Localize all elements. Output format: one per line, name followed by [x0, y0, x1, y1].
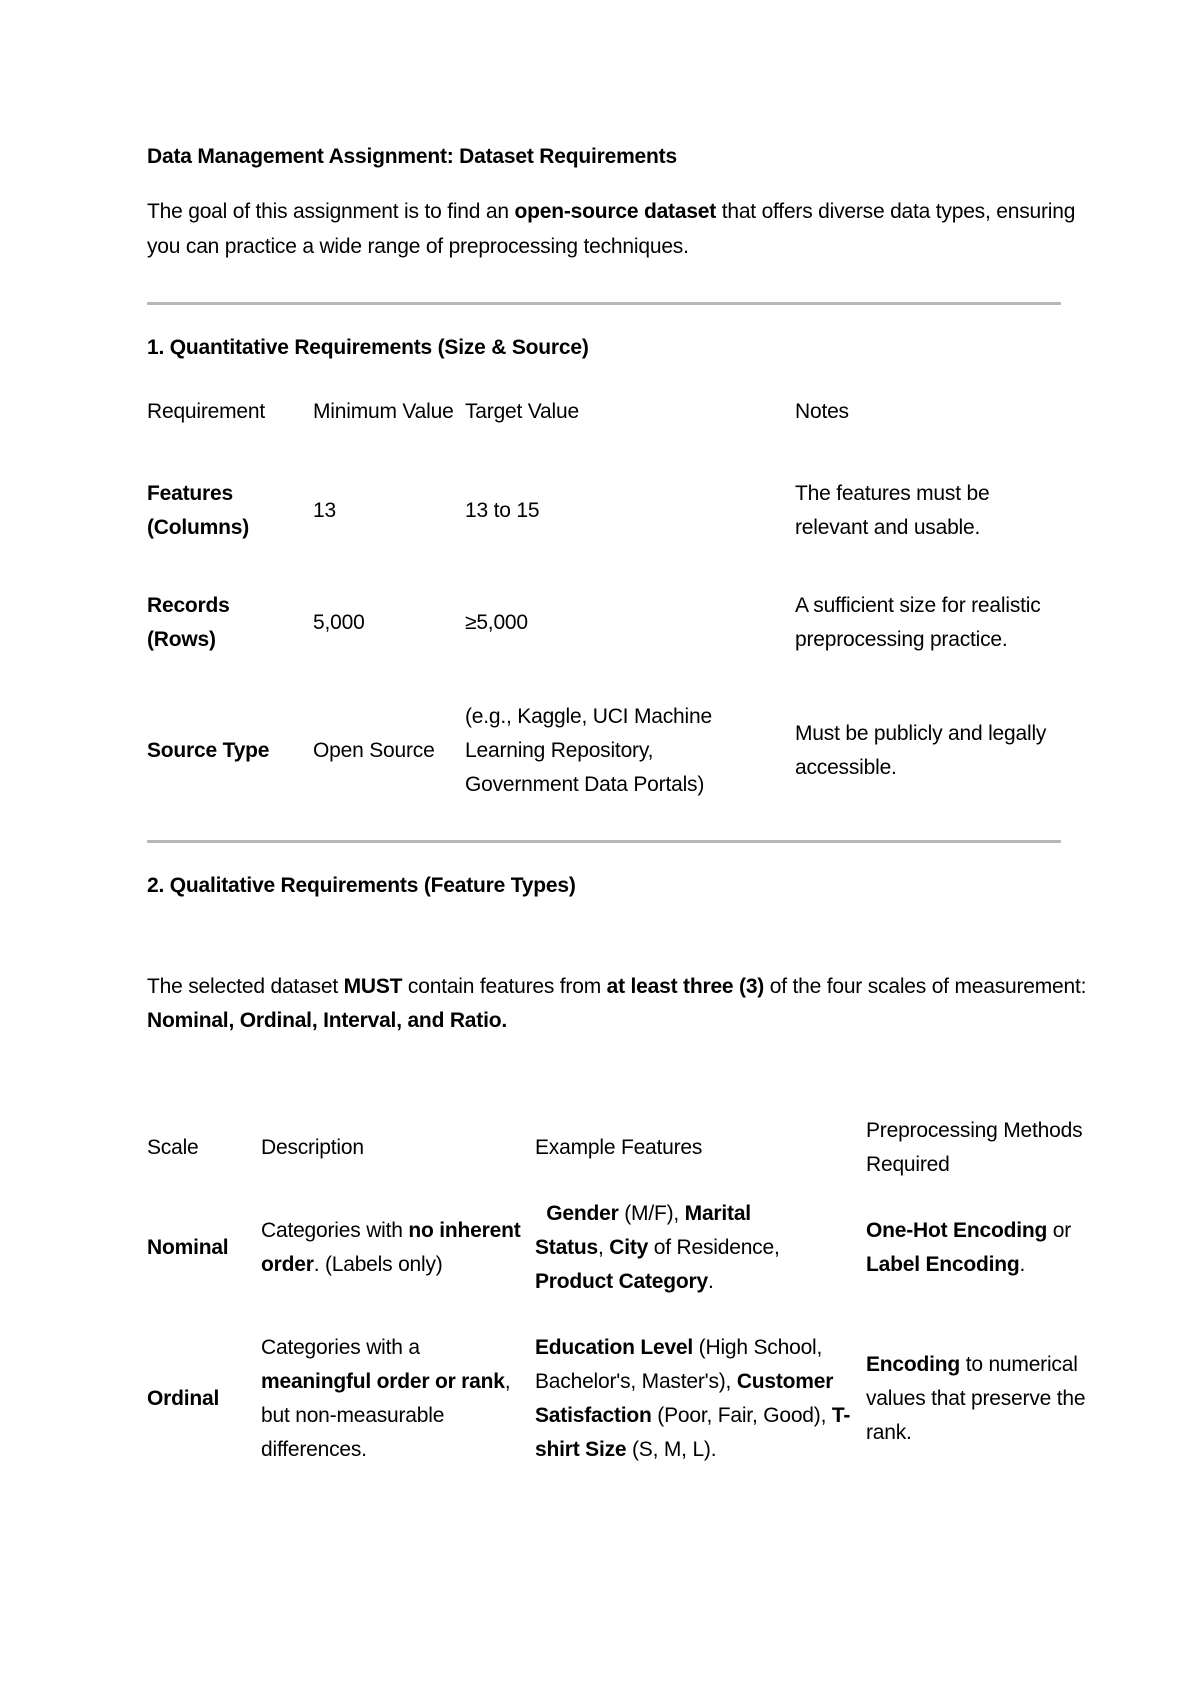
section-1-heading: 1. Quantitative Requirements (Size & Source)	[147, 336, 589, 359]
table-cell: ≥5,000	[465, 611, 528, 634]
table-cell: Encoding to numerical values that preserve the rank.	[866, 1353, 1086, 1444]
table-header: Notes	[795, 400, 849, 423]
table-cell: The features must be relevant and usable.	[795, 482, 990, 539]
table-cell: Open Source	[313, 739, 435, 762]
document-title: Data Management Assignment: Dataset Requirements	[147, 145, 677, 168]
table-cell: Ordinal	[147, 1387, 220, 1410]
table-cell: Records (Rows)	[147, 594, 230, 651]
table-cell: 5,000	[313, 611, 365, 634]
table-cell: One-Hot Encoding or Label Encoding.	[866, 1219, 1072, 1276]
table-cell: Gender (M/F), Marital Status, City of Residence, Product Category.	[535, 1202, 780, 1293]
table-cell: Source Type	[147, 739, 270, 762]
table-header: Requirement	[147, 400, 266, 423]
table-cell: Education Level (High School, Bachelor's, Master's), Customer Satisfaction (Poor, Fair, Good), T-shirt Size (S, M, L).	[535, 1336, 851, 1461]
table-header: Description	[261, 1136, 364, 1159]
intro-paragraph: The goal of this assignment is to find an open-source dataset that offers diverse data types, ensuring you can practice a wide range of preprocessing techniques.	[147, 200, 1076, 258]
table-header: Target Value	[465, 400, 579, 423]
table-cell: Must be publicly and legally accessible.	[795, 722, 1047, 779]
divider	[147, 840, 1061, 843]
table-header: Minimum Value	[313, 400, 454, 423]
table-cell: Features (Columns)	[147, 482, 250, 539]
table-cell: (e.g., Kaggle, UCI Machine Learning Repository, Government Data Portals)	[465, 705, 712, 796]
table-cell: 13 to 15	[465, 499, 540, 522]
divider	[147, 302, 1061, 305]
table-header: Example Features	[535, 1136, 703, 1159]
table-cell: Categories with no inherent order. (Labels only)	[261, 1219, 521, 1276]
table-cell: Nominal	[147, 1236, 229, 1259]
table-cell: A sufficient size for realistic preprocessing practice.	[795, 594, 1041, 651]
table-header: Preprocessing Methods Required	[866, 1119, 1083, 1176]
table-cell: 13	[313, 499, 336, 522]
section-2-heading: 2. Qualitative Requirements (Feature Types)	[147, 874, 576, 897]
requirements-paragraph: The selected dataset MUST contain features from at least three (3) of the four scales of measurement: Nominal, Ordinal, Interval, and Ratio.	[147, 975, 1087, 1032]
table-header: Scale	[147, 1136, 199, 1159]
table-cell: Categories with a meaningful order or rank, but non-measurable differences.	[261, 1336, 511, 1461]
